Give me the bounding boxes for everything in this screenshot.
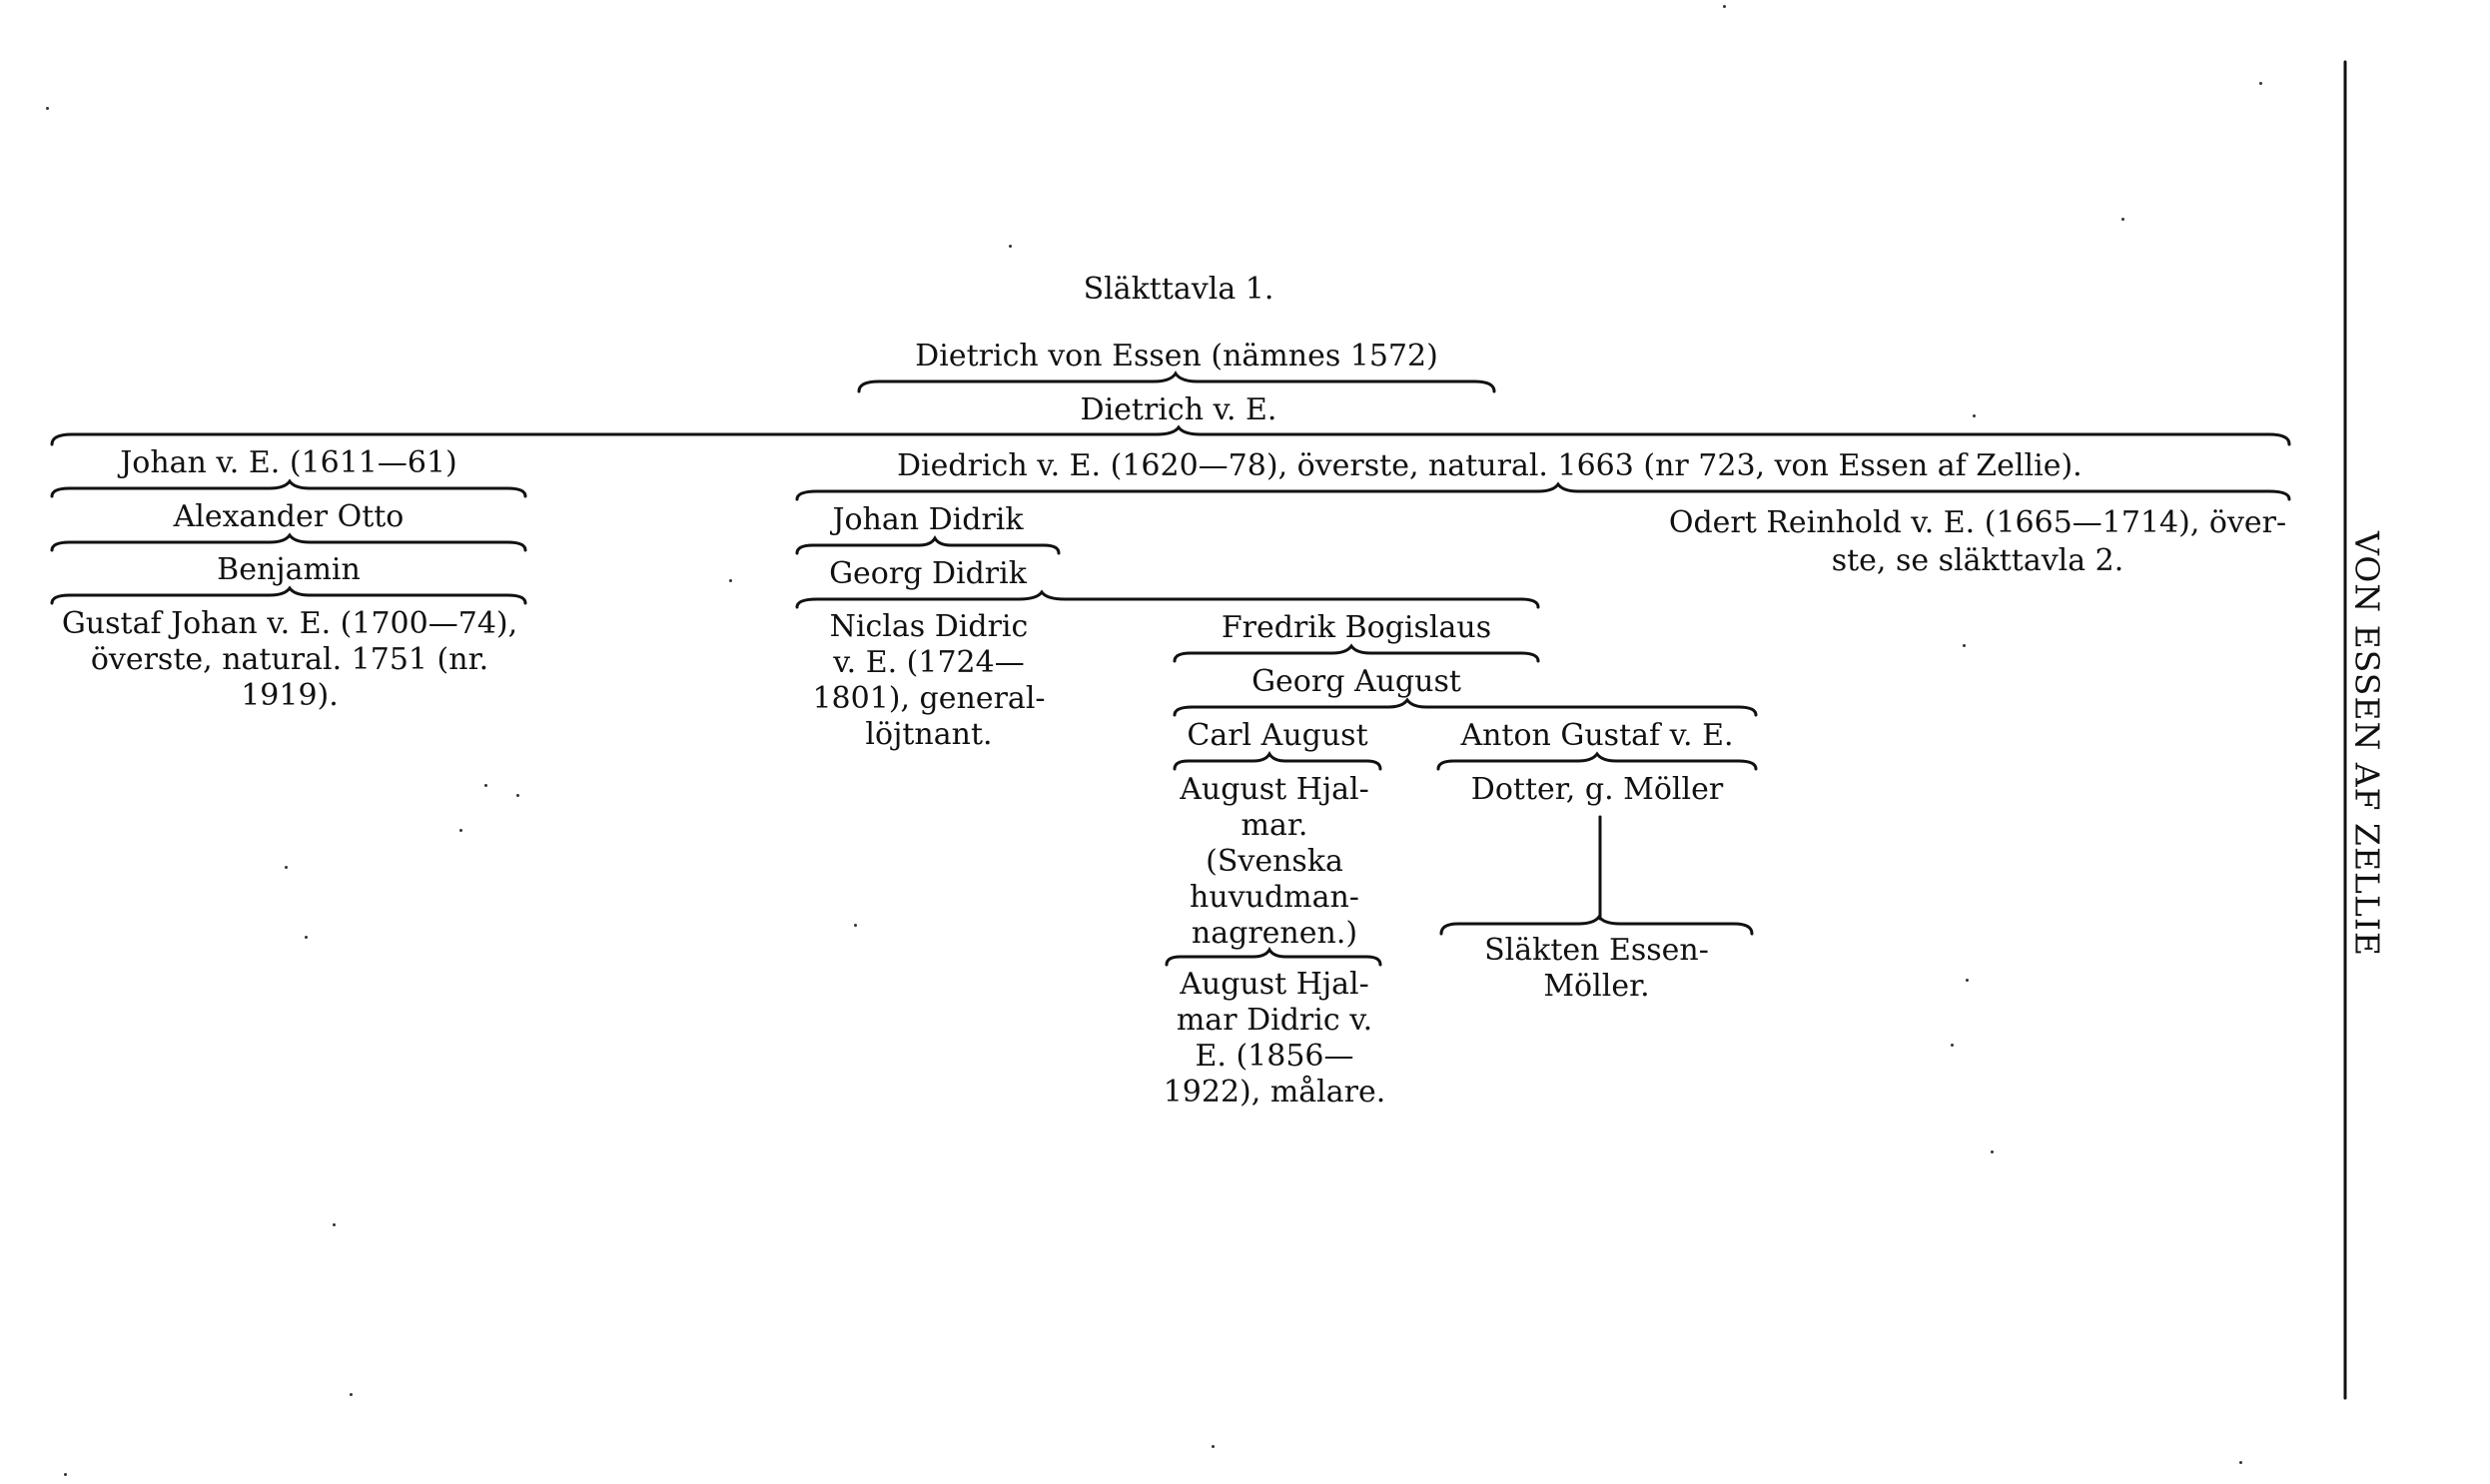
person-odert-reinhold-line1: Odert Reinhold v. E. (1665—1714), över- (1668, 505, 2287, 540)
person-johan-didrik: Johan Didrik (832, 502, 1024, 537)
scan-speck (64, 1473, 67, 1476)
brace-anton-gustaf (1438, 754, 1756, 769)
brace-generation-2 (52, 427, 2289, 444)
person-dietrich-sr: Dietrich von Essen (nämnes 1572) (915, 339, 1438, 373)
scan-speck (1212, 1445, 1215, 1448)
person-august-hjalmar-line5: nagrenen.) (1191, 916, 1358, 951)
person-august-hjalmar (1159, 772, 1390, 952)
scan-speck (2259, 82, 2262, 85)
person-august-hjalmar-line2: mar. (1241, 808, 1308, 843)
brace-johan-didrik (797, 538, 1059, 553)
scan-speck (305, 936, 308, 939)
brace-august-hjalmar (1167, 950, 1380, 965)
scan-speck (854, 924, 857, 927)
person-gustaf-johan-line1: Gustaf Johan v. E. (1700—74), (61, 606, 518, 641)
person-slakten-essen-moller (1441, 933, 1752, 1005)
person-august-hjalmar-line4: huvudman- (1190, 880, 1359, 915)
person-niclas-didric-line1: Niclas Didric (829, 609, 1029, 644)
person-benjamin: Benjamin (217, 552, 361, 587)
person-august-hjalmar-didric-line3: E. (1856— (1195, 1039, 1354, 1074)
person-niclas-didric (789, 609, 1069, 753)
scan-speck (729, 579, 732, 582)
person-georg-didrik: Georg Didrik (829, 556, 1027, 591)
brace-georg-didrik (797, 592, 1538, 607)
person-georg-august: Georg August (1251, 664, 1461, 699)
brace-alexander (52, 535, 525, 550)
brace-dotter (1441, 917, 1752, 934)
person-gustaf-johan-line2: överste, natural. 1751 (nr. (90, 642, 489, 677)
scan-speck (1951, 1044, 1954, 1047)
person-fredrik-bogislaus: Fredrik Bogislaus (1221, 610, 1492, 645)
person-anton-gustaf: Anton Gustaf v. E. (1460, 718, 1734, 753)
scan-speck (1723, 5, 1726, 8)
side-heading (2337, 499, 2397, 989)
person-odert-reinhold-line2: ste, se släkttavla 2. (1831, 543, 2124, 578)
brace-dietrich (859, 373, 1494, 391)
person-august-hjalmar-didric-line2: mar Didric v. (1176, 1003, 1373, 1038)
brace-carl-august (1175, 754, 1380, 769)
scan-speck (1009, 245, 1012, 248)
scan-speck (2121, 218, 2124, 221)
person-dietrich-jr: Dietrich v. E. (1080, 392, 1277, 427)
person-slakten-line1: Släkten Essen- (1484, 933, 1709, 968)
person-august-hjalmar-line1: August Hjal- (1180, 772, 1369, 807)
scan-speck (484, 784, 487, 787)
scan-speck (285, 866, 288, 869)
scan-speck (1991, 1150, 1994, 1153)
brace-diedrich (797, 484, 2289, 499)
side-heading-text: VON ESSEN AF ZELLIE (2347, 530, 2387, 958)
brace-johan (52, 481, 525, 496)
scan-speck (2239, 1461, 2242, 1464)
person-johan: Johan v. E. (1611—61) (120, 445, 457, 480)
scan-speck (1973, 414, 1976, 417)
person-dotter: Dotter, g. Möller (1470, 772, 1724, 807)
scan-speck (1963, 644, 1966, 647)
person-niclas-didric-line4: löjtnant. (865, 717, 993, 752)
brace-benjamin (52, 588, 525, 603)
brace-georg-august (1175, 700, 1756, 715)
person-alexander-otto: Alexander Otto (173, 499, 405, 534)
scan-speck (459, 829, 462, 832)
person-gustaf-johan-line3: 1919). (241, 678, 339, 713)
person-carl-august: Carl August (1187, 718, 1368, 753)
scan-speck (350, 1393, 353, 1396)
scan-speck (516, 794, 519, 797)
person-niclas-didric-line3: 1801), general- (812, 681, 1046, 716)
person-august-hjalmar-didric-line1: August Hjal- (1180, 967, 1369, 1002)
scan-speck (1966, 979, 1969, 982)
person-slakten-line2: Möller. (1543, 969, 1650, 1004)
brace-fredrik (1175, 646, 1538, 661)
person-august-hjalmar-line3: (Svenska (1206, 844, 1343, 879)
person-gustaf-johan (40, 606, 539, 714)
person-august-hjalmar-didric-line4: 1922), målare. (1163, 1075, 1386, 1110)
person-odert-reinhold (1638, 504, 2317, 580)
person-august-hjalmar-didric (1159, 967, 1390, 1111)
person-niclas-didric-line2: v. E. (1724— (833, 645, 1025, 680)
person-diedrich: Diedrich v. E. (1620—78), överste, natural. 1663 (nr 723, von Essen af Zellie). (897, 448, 2082, 483)
scan-speck (46, 107, 49, 110)
table-title: Släkttavla 1. (1083, 272, 1274, 307)
scan-speck (333, 1223, 336, 1226)
